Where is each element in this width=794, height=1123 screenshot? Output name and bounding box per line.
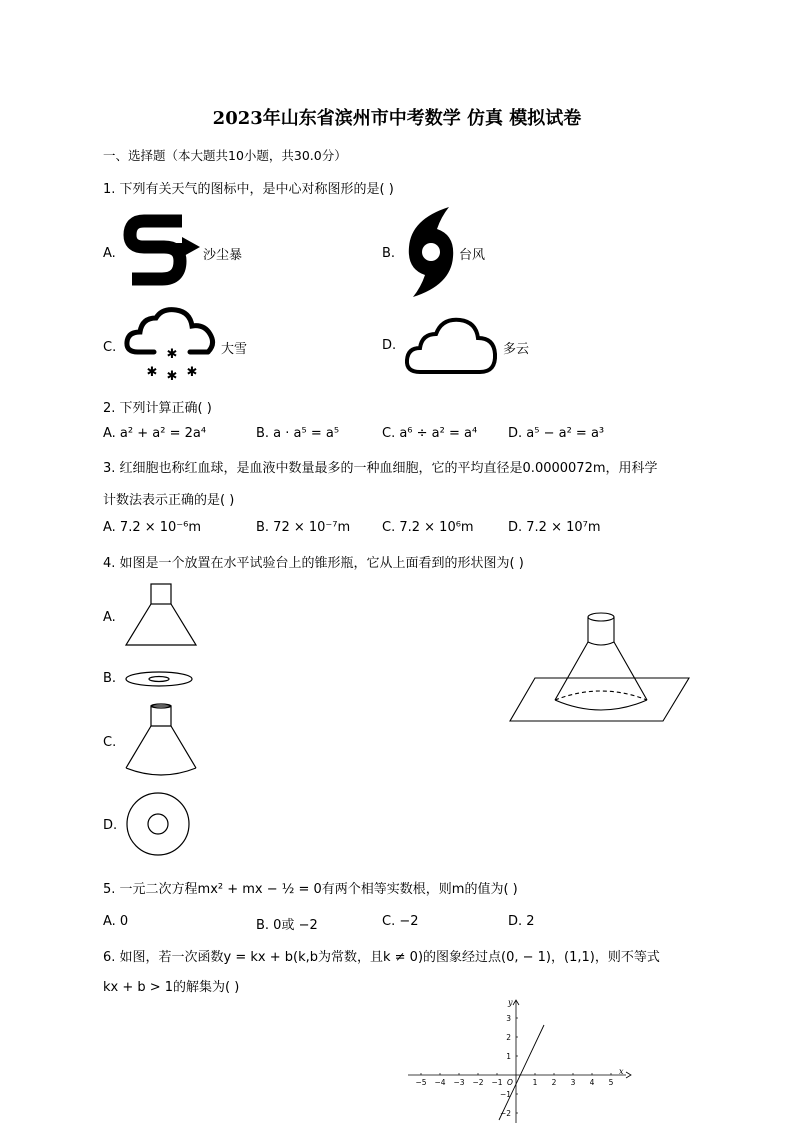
- page-title: 2023年山东省滨州市中考数学 仿真 模拟试卷: [212, 108, 582, 129]
- q6-stem-line1: 6. 如图，若一次函数y = kx + b(k,b为常数，且k ≠ 0)的图象经过点(0, − 1)，(1,1)，则不等式: [103, 950, 660, 965]
- x-tick-label: −3: [453, 1078, 465, 1087]
- x-tick-label: −5: [415, 1078, 427, 1087]
- x-tick-label: −2: [472, 1078, 484, 1087]
- q5-stem: 5. 一元二次方程mx² + mx − ½ = 0有两个相等实数根，则m的值为( ): [103, 882, 518, 897]
- q3-stem-line2: 计数法表示正确的是( ): [103, 493, 235, 508]
- q1-option-b-label: 台风: [459, 248, 486, 263]
- q5-option-d: D. 2: [508, 914, 535, 929]
- svg-text:✱: ✱: [146, 365, 158, 380]
- y-tick-label: 3: [506, 1014, 511, 1023]
- q3-stem-line1: 3. 红细胞也称红血球，是血液中数量最多的一种血细胞，它的平均直径是0.0000072m，用科学: [103, 461, 658, 476]
- q2-stem: 2. 下列计算正确( ): [103, 401, 212, 416]
- q1-option-c-label: 大雪: [221, 342, 248, 357]
- x-axis-arrow: [626, 1072, 631, 1078]
- q1-option-d-label: 多云: [503, 342, 530, 357]
- x-tick-label: −4: [434, 1078, 446, 1087]
- q1-stem: 1. 下列有关天气的图标中，是中心对称图形的是( ): [103, 182, 394, 197]
- q4-option-d-figure: [125, 791, 191, 857]
- section-heading: 一、选择题（本大题共10小题，共30.0分）: [103, 148, 347, 163]
- q2-option-a: A. a² + a² = 2a⁴: [103, 426, 207, 441]
- q4-option-a-figure: [124, 583, 198, 647]
- q1-option-a-label: 沙尘暴: [203, 248, 243, 263]
- q4-option-a-letter: A.: [103, 610, 116, 625]
- q5-option-b: B. 0或 −2: [256, 918, 318, 933]
- q6-function-graph: [404, 996, 632, 1123]
- y-tick-label: 1: [506, 1052, 511, 1061]
- cloudy-icon: [404, 312, 498, 376]
- x-tick-label: 4: [589, 1078, 595, 1087]
- y-tick-label: −1: [499, 1090, 511, 1099]
- q3-option-d: D. 7.2 × 10⁷m: [508, 520, 601, 535]
- q1-option-c-letter: C.: [103, 340, 117, 355]
- svg-text:✱: ✱: [186, 365, 198, 380]
- q4-option-d-letter: D.: [103, 818, 118, 833]
- svg-text:✱: ✱: [166, 347, 178, 362]
- q2-option-d: D. a⁵ − a² = a³: [508, 426, 605, 441]
- x-tick-label: −1: [491, 1078, 503, 1087]
- q1-option-d-letter: D.: [382, 338, 397, 353]
- q2-option-b: B. a · a⁵ = a⁵: [256, 426, 340, 441]
- q4-option-c-figure: [124, 704, 198, 778]
- q1-option-b-letter: B.: [382, 246, 396, 261]
- x-tick-label: 1: [532, 1078, 538, 1087]
- x-tick-label: O: [507, 1078, 513, 1087]
- svg-text:✱: ✱: [166, 369, 178, 384]
- q4-option-c-letter: C.: [103, 735, 117, 750]
- q2-option-c: C. a⁶ ÷ a² = a⁴: [382, 426, 478, 441]
- heavy-snow-icon: [124, 306, 220, 382]
- q5-option-c: C. −2: [382, 914, 419, 929]
- x-tick-label: 3: [570, 1078, 576, 1087]
- y-tick-label: −2: [499, 1109, 511, 1118]
- q1-option-a-letter: A.: [103, 246, 116, 261]
- q4-option-b-figure: [124, 669, 194, 689]
- sandstorm-icon: [124, 213, 204, 293]
- q5-option-a: A. 0: [103, 914, 129, 929]
- x-tick-label: 2: [551, 1078, 557, 1087]
- q3-option-c: C. 7.2 × 10⁶m: [382, 520, 474, 535]
- x-axis-label: x: [619, 1067, 624, 1076]
- q3-option-b: B. 72 × 10⁻⁷m: [256, 520, 351, 535]
- q4-conical-flask-figure: [509, 608, 691, 724]
- q3-option-a: A. 7.2 × 10⁻⁶m: [103, 520, 202, 535]
- q6-stem-line2: kx + b > 1的解集为( ): [103, 980, 240, 995]
- x-tick-label: 5: [608, 1078, 614, 1087]
- y-tick-label: 2: [506, 1033, 511, 1042]
- q4-stem: 4. 如图是一个放置在水平试验台上的锥形瓶，它从上面看到的形状图为( ): [103, 556, 524, 571]
- q4-option-b-letter: B.: [103, 671, 117, 686]
- typhoon-icon: [403, 205, 459, 299]
- y-axis-label: y: [508, 998, 513, 1007]
